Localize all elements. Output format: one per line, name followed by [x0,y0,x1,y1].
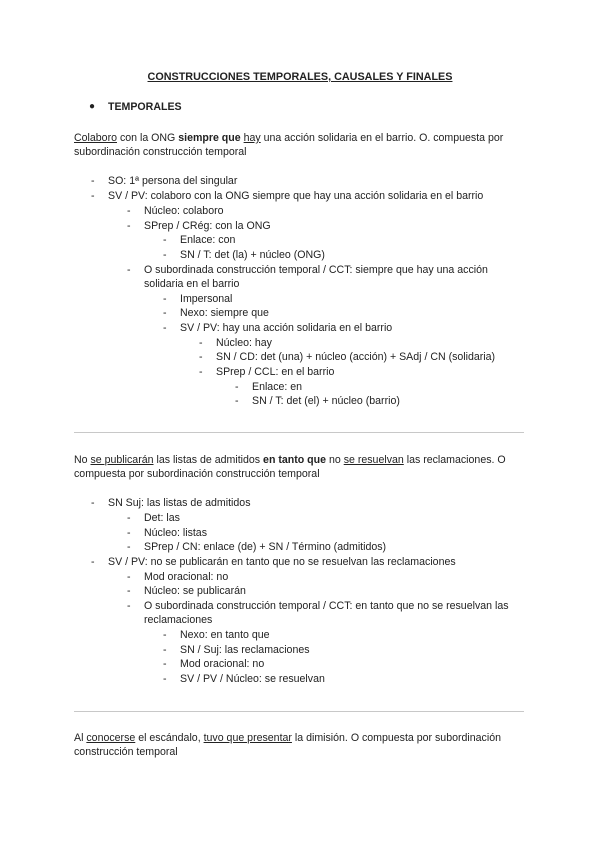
sentence-1-line-1 [74,131,503,145]
dash: - [91,175,95,187]
analysis-item: Mod oracional: no [144,571,229,583]
dash: - [127,585,131,597]
dash: - [91,556,95,568]
analysis-item: Núcleo: listas [144,527,207,539]
dash: - [163,629,167,641]
analysis-item: SN / T: det (la) + núcleo (ONG) [180,249,325,261]
dash: - [91,190,95,202]
divider [74,711,524,712]
sentence-2-line-2: compuesta por subordinación construcción temporal [74,468,320,480]
verb-underlined: conocerse [86,732,136,744]
dash: - [199,337,203,349]
text-span: el escándalo, [135,732,204,744]
analysis-item: Det: las [144,512,180,524]
analysis-item: Impersonal [180,293,233,305]
dash: - [163,234,167,246]
text-span: las listas de admitidos [153,454,264,466]
dash: - [127,512,131,524]
analysis-item: SN Suj: las listas de admitidos [108,497,251,509]
dash: - [163,644,167,656]
analysis-item: SN / T: det (el) + núcleo (barrio) [252,395,400,407]
analysis-item: O subordinada construcción temporal / CCT: en tanto que no se resuelvan las [144,600,509,612]
text-span: con la ONG [117,132,179,144]
analysis-item: Núcleo: se publicarán [144,585,246,597]
dash: - [127,541,131,553]
dash: - [235,395,239,407]
dash: - [127,205,131,217]
dash: - [91,497,95,509]
verb-underlined: se publicarán [90,454,154,466]
dash: - [199,366,203,378]
text-span: la dimisión. O compuesta por subordinación [291,732,501,744]
dash: - [199,351,203,363]
dash: - [127,571,131,583]
analysis-item: SN / Suj: las reclamaciones [180,644,310,656]
analysis-item: SV / PV: no se publicarán en tanto que no se resuelvan las reclamaciones [108,556,456,568]
dash: - [127,527,131,539]
analysis-item: Núcleo: colaboro [144,205,224,217]
analysis-item: SO: 1ª persona del singular [108,175,238,187]
sentence-3-line-2: construcción temporal [74,746,178,758]
analysis-item: SPrep / CCL: en el barrio [216,366,335,378]
sentence-2-line-1 [74,453,506,467]
sentence-3-line-1 [74,731,501,745]
analysis-item: Núcleo: hay [216,337,272,349]
dash: - [235,381,239,393]
section-heading: TEMPORALES [108,101,182,113]
verb-underlined: Colaboro [74,132,117,144]
dash: - [127,600,131,612]
text-span: una acción solidaria en el barrio. O. compuesta por [260,132,504,144]
nexus-bold: en tanto que [263,454,327,466]
analysis-item: Nexo: siempre que [180,307,269,319]
analysis-item: Enlace: con [180,234,236,246]
sentence-1-line-2: subordinación construcción temporal [74,146,247,158]
text-span: Al [74,732,87,744]
dash: - [127,220,131,232]
text-span: no [326,454,344,466]
dash: - [163,322,167,334]
nexus-bold: siempre que [178,132,241,144]
divider [74,432,524,433]
dash: - [163,293,167,305]
analysis-item: SV / PV: hay una acción solidaria en el barrio [180,322,393,334]
analysis-item: O subordinada construcción temporal / CCT: siempre que hay una acción [144,264,488,276]
analysis-item: Nexo: en tanto que [180,629,270,641]
analysis-item: SV / PV: colaboro con la ONG siempre que hay una acción solidaria en el barrio [108,190,484,202]
analysis-item: SPrep / CRég: con la ONG [144,220,271,232]
text-span: las reclamaciones. O [403,454,506,466]
analysis-item: SV / PV / Núcleo: se resuelvan [180,673,325,685]
dash: - [163,673,167,685]
dash: - [127,264,131,276]
analysis-item: Enlace: en [252,381,303,393]
analysis-item-continued: solidaria en el barrio [144,278,240,290]
verb-underlined: tuvo que presentar [203,732,292,744]
analysis-item: SPrep / CN: enlace (de) + SN / Término (admitidos) [144,541,387,553]
dash: - [163,658,167,670]
text-span: No [74,454,91,466]
page-title: CONSTRUCCIONES TEMPORALES, CAUSALES Y FINALES [147,71,453,83]
analysis-item: SN / CD: det (una) + núcleo (acción) + SAdj / CN (solidaria) [216,351,496,363]
verb-underlined: se resuelvan [343,454,404,466]
analysis-item: Mod oracional: no [180,658,265,670]
bullet-icon: ● [89,101,96,112]
dash: - [163,249,167,261]
dash: - [163,307,167,319]
verb-underlined: hay [243,132,261,144]
analysis-item-continued: reclamaciones [144,614,213,626]
